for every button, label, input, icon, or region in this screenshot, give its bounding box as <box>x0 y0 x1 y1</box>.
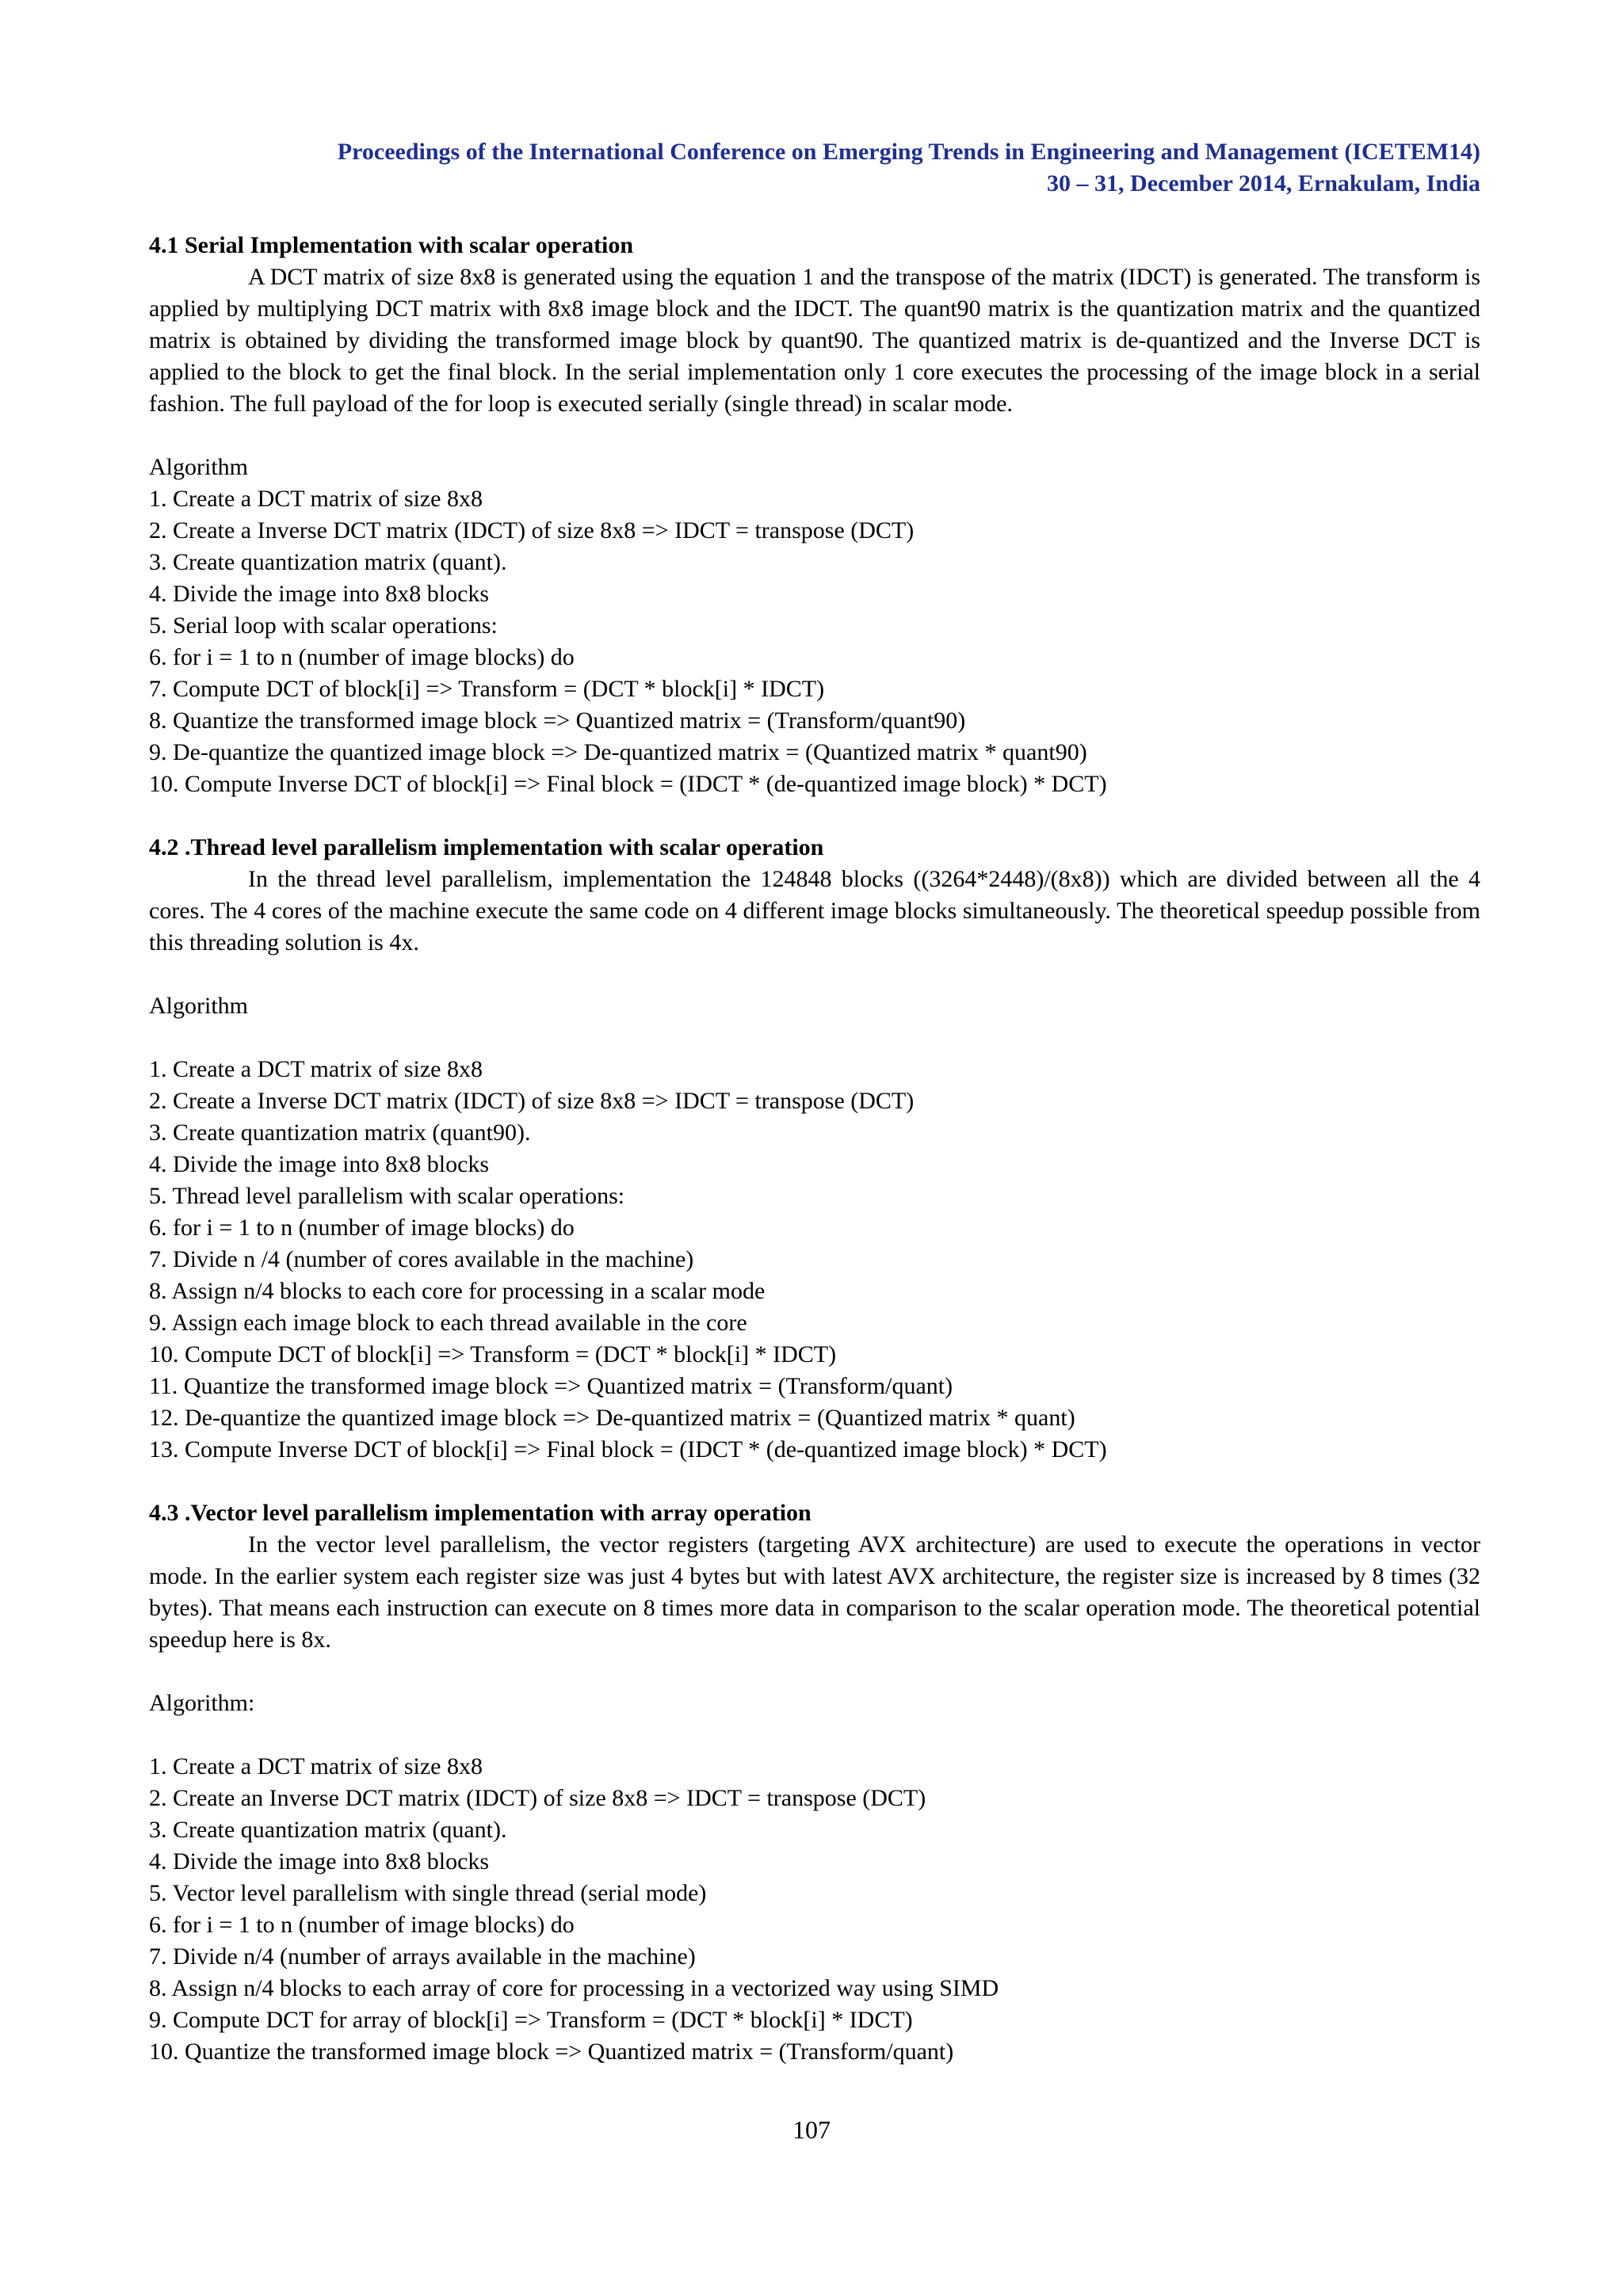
header-line-2: 30 – 31, December 2014, Ernakulam, India <box>1047 170 1480 196</box>
algorithm-step: 8. Assign n/4 blocks to each array of core for processing in a vectorized way using SIMD <box>149 1975 999 2001</box>
algorithm-step: 10. Quantize the transformed image block => Quantized matrix = (Transform/quant) <box>149 2039 954 2065</box>
section-title: 4.2 .Thread level parallelism implementation with scalar operation <box>149 834 824 860</box>
algorithm-step: 3. Create quantization matrix (quant90). <box>149 1119 531 1146</box>
algorithm-step: 2. Create an Inverse DCT matrix (IDCT) of size 8x8 => IDCT = transpose (DCT) <box>149 1785 926 1811</box>
algorithm-step: 8. Quantize the transformed image block => Quantized matrix = (Transform/quant90) <box>149 707 966 734</box>
section-paragraph: A DCT matrix of size 8x8 is generated using the equation 1 and the transpose of the matrix (IDCT) is generated. The transform is applied by multiplying DCT matrix with 8x8 image block and the IDCT. The quant90 matrix is the quantization matrix and the quantized matrix is obtained by dividing the transformed image block by quant90. The quantized matrix is de-quantized and the Inverse DCT is applied to the block to get the final block. In the serial implementation only 1 core executes the processing of the image block in a serial fashion. The full payload of the for loop is executed serially (single thread) in scalar mode. <box>149 264 1480 417</box>
section-title: 4.1 Serial Implementation with scalar operation <box>149 232 634 258</box>
algorithm-step: 6. for i = 1 to n (number of image blocks) do <box>149 1912 575 1938</box>
algorithm-step: 9. Assign each image block to each thread available in the core <box>149 1310 747 1336</box>
section-paragraph: In the thread level parallelism, implementation the 124848 blocks ((3264*2448)/(8x8)) which are divided between all the 4 cores. The 4 cores of the machine execute the same code on 4 different image blocks simultaneously. The theoretical speedup possible from this threading solution is 4x. <box>149 866 1480 955</box>
algorithm-step: 2. Create a Inverse DCT matrix (IDCT) of size 8x8 => IDCT = transpose (DCT) <box>149 1088 915 1114</box>
algorithm-label: Algorithm <box>149 454 248 480</box>
algorithm-steps <box>149 483 1480 800</box>
algorithm-step: 3. Create quantization matrix (quant). <box>149 1817 507 1843</box>
algorithm-step: 10. Compute DCT of block[i] => Transform = (DCT * block[i] * IDCT) <box>149 1341 837 1367</box>
algorithm-step: 4. Divide the image into 8x8 blocks <box>149 1151 490 1177</box>
section-4-1 <box>149 230 1480 832</box>
algorithm-steps <box>149 1054 1480 1466</box>
algorithm-step: 13. Compute Inverse DCT of block[i] => Final block = (IDCT * (de-quantized image block) * DCT) <box>149 1436 1107 1463</box>
algorithm-step: 5. Vector level parallelism with single thread (serial mode) <box>149 1880 707 1906</box>
main-content <box>149 230 1480 2068</box>
algorithm-label: Algorithm <box>149 993 248 1019</box>
section-title: 4.3 .Vector level parallelism implementation with array operation <box>149 1500 812 1526</box>
algorithm-step: 9. De-quantize the quantized image block => De-quantized matrix = (Quantized matrix * quant90) <box>149 739 1087 765</box>
algorithm-steps <box>149 1751 1480 2068</box>
section-4-3 <box>149 1497 1480 2068</box>
algorithm-step: 11. Quantize the transformed image block => Quantized matrix = (Transform/quant) <box>149 1373 953 1399</box>
algorithm-step: 4. Divide the image into 8x8 blocks <box>149 581 490 607</box>
algorithm-step: 2. Create a Inverse DCT matrix (IDCT) of size 8x8 => IDCT = transpose (DCT) <box>149 517 915 543</box>
algorithm-step: 7. Compute DCT of block[i] => Transform = (DCT * block[i] * IDCT) <box>149 676 825 702</box>
algorithm-step: 6. for i = 1 to n (number of image blocks) do <box>149 1215 575 1241</box>
algorithm-step: 8. Assign n/4 blocks to each core for processing in a scalar mode <box>149 1278 766 1304</box>
conference-header <box>149 136 1480 200</box>
algorithm-step: 5. Serial loop with scalar operations: <box>149 612 498 639</box>
algorithm-step: 1. Create a DCT matrix of size 8x8 <box>149 1056 483 1082</box>
algorithm-step: 7. Divide n/4 (number of arrays available in the machine) <box>149 1943 696 1970</box>
algorithm-step: 6. for i = 1 to n (number of image blocks) do <box>149 644 575 670</box>
algorithm-step: 7. Divide n /4 (number of cores available in the machine) <box>149 1246 694 1272</box>
page-number: 107 <box>792 2115 831 2144</box>
algorithm-step: 12. De-quantize the quantized image block => De-quantized matrix = (Quantized matrix * quant) <box>149 1405 1075 1431</box>
algorithm-step: 10. Compute Inverse DCT of block[i] => Final block = (IDCT * (de-quantized image block) * DCT) <box>149 771 1107 797</box>
section-4-2 <box>149 832 1480 1497</box>
algorithm-label: Algorithm: <box>149 1690 255 1716</box>
algorithm-step: 4. Divide the image into 8x8 blocks <box>149 1848 490 1875</box>
header-line-1: Proceedings of the International Conference on Emerging Trends in Engineering and Management (ICETEM14) <box>337 139 1480 165</box>
section-paragraph: In the vector level parallelism, the vector registers (targeting AVX architecture) are used to execute the operations in vector mode. In the earlier system each register size was just 4 bytes but with latest AVX architecture, the register size is increased by 8 times (32 bytes). That means each instruction can execute on 8 times more data in comparison to the scalar operation mode. The theoretical potential speedup here is 8x. <box>149 1531 1480 1653</box>
algorithm-step: 1. Create a DCT matrix of size 8x8 <box>149 486 483 512</box>
algorithm-step: 5. Thread level parallelism with scalar operations: <box>149 1183 625 1209</box>
algorithm-step: 9. Compute DCT for array of block[i] => Transform = (DCT * block[i] * IDCT) <box>149 2007 913 2033</box>
algorithm-step: 1. Create a DCT matrix of size 8x8 <box>149 1753 483 1779</box>
algorithm-step: 3. Create quantization matrix (quant). <box>149 549 507 575</box>
